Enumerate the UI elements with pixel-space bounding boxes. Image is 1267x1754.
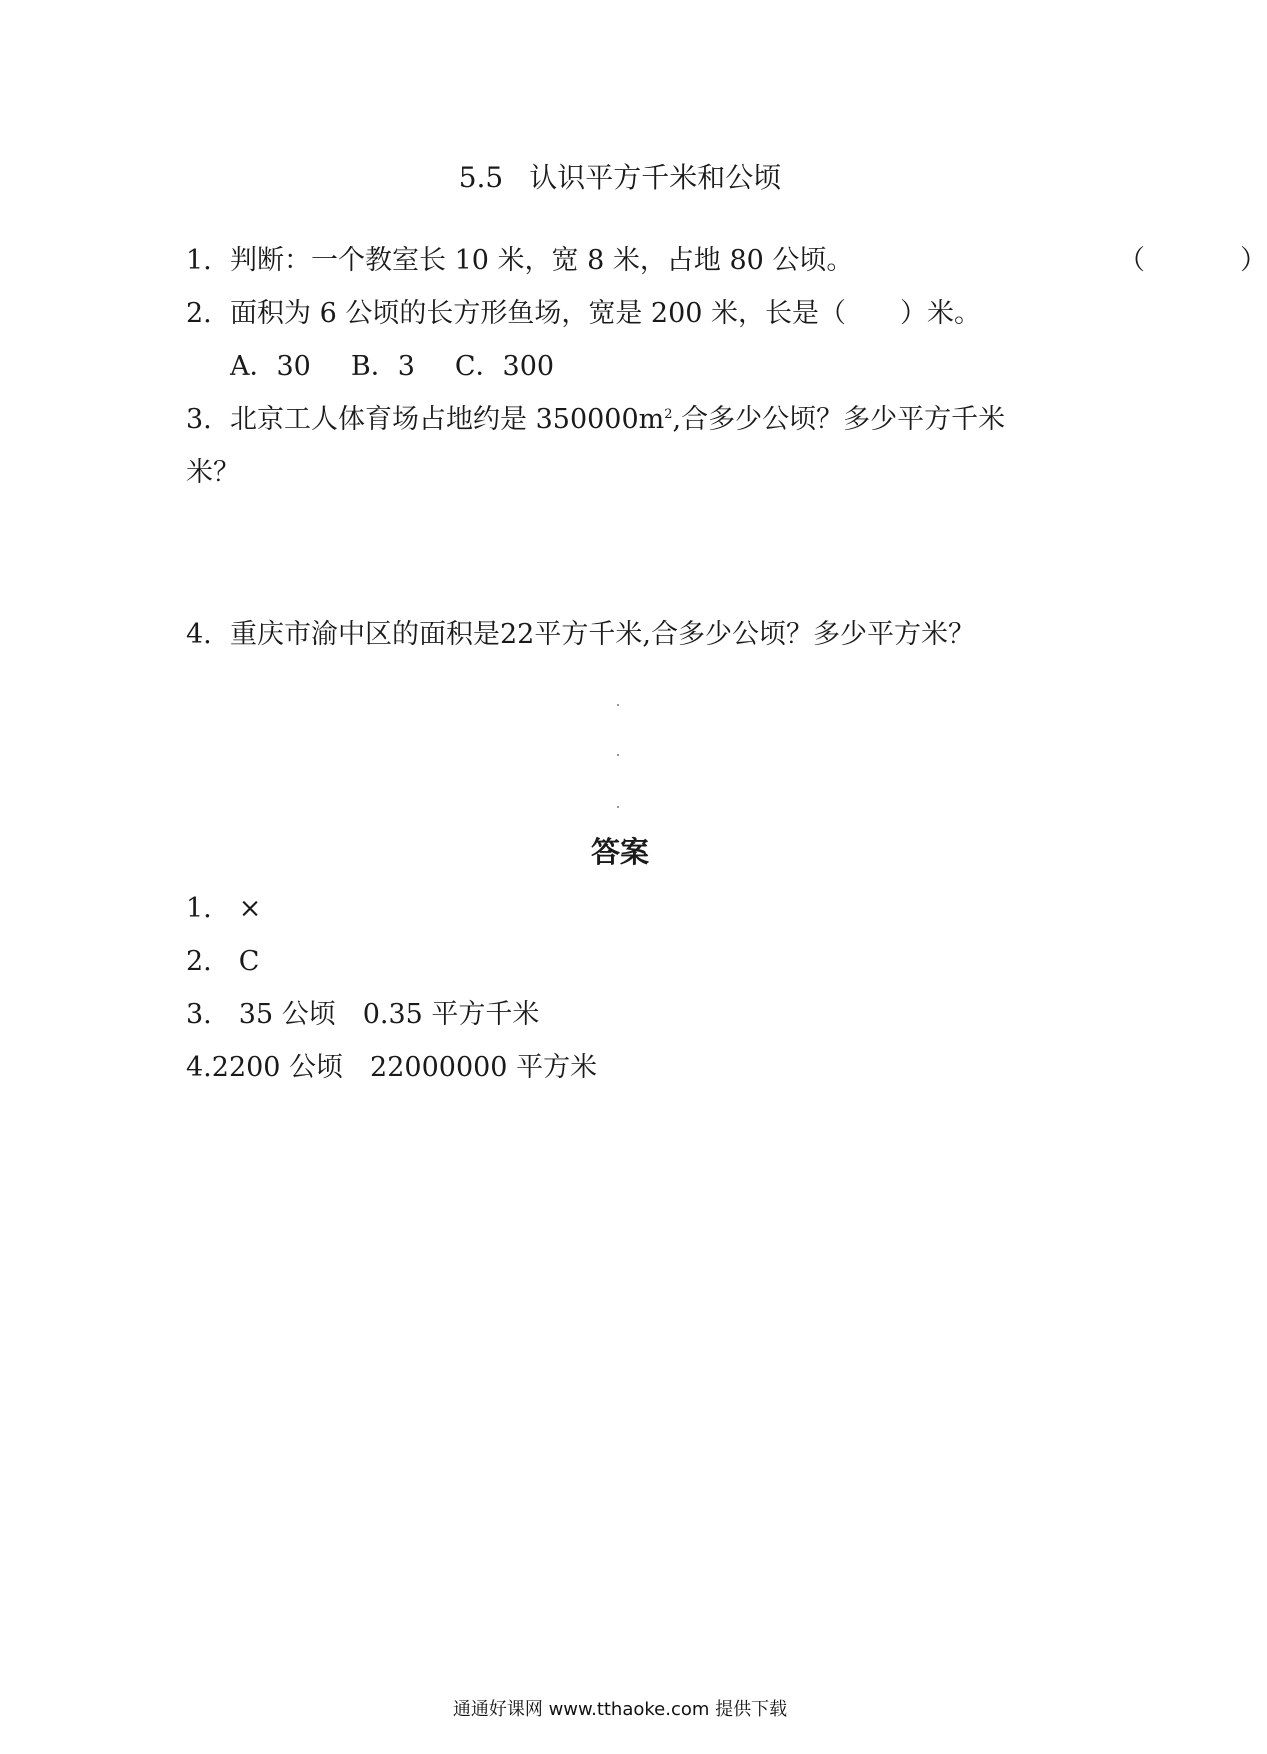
question-number: 4.: [186, 619, 212, 650]
question-text: 判断：一个教室长 10 米，宽 8 米，占地 80 公顷。: [230, 245, 854, 276]
scan-speck: [617, 704, 619, 706]
footer-credit: 通通好课网 www.tthaoke.com 提供下载: [452, 1699, 788, 1720]
question-text-part2: ,合多少公顷？多少平方千米: [672, 404, 1006, 435]
option-c: C．300: [454, 351, 555, 382]
paren-close: ）: [1240, 245, 1267, 276]
question-number: 3.: [186, 404, 212, 435]
question-text: 面积为 6 公顷的长方形鱼场，宽是 200 米，长是（ ）米。: [230, 298, 982, 329]
question-1: [186, 244, 1267, 278]
title-text: 认识平方千米和公顷: [529, 161, 782, 194]
question-2-options: [230, 350, 594, 384]
option-b: B．3: [350, 351, 415, 382]
option-a: A．30: [230, 351, 311, 382]
answer-4: 4.2200 公顷 22000000 平方米: [186, 1052, 598, 1083]
answer-3: 3. 35 公顷 0.35 平方千米: [186, 999, 540, 1030]
page-title: [0, 160, 1240, 196]
answer-2: 2. C: [186, 946, 260, 977]
question-text-part1: 北京工人体育场占地约是 350000m: [230, 404, 665, 435]
scan-speck: [617, 806, 619, 808]
title-number: 5.5: [458, 161, 504, 194]
question-number: 2.: [186, 298, 212, 329]
question-text-wrap: 米？: [186, 457, 240, 488]
question-3-line2: [186, 456, 240, 490]
question-4: [186, 618, 975, 652]
answer-1: 1. ×: [186, 893, 262, 924]
answers-heading: 答案: [590, 835, 649, 869]
answer-blank: [1118, 244, 1267, 278]
question-3: [186, 403, 1005, 437]
question-text: 重庆市渝中区的面积是22平方千米,合多少公顷？多少平方米？: [230, 619, 975, 650]
question-2: [186, 297, 981, 331]
paren-open: （: [1118, 245, 1145, 276]
superscript-2: 2: [664, 407, 673, 422]
question-number: 1.: [186, 245, 212, 276]
scan-speck: [617, 754, 619, 756]
